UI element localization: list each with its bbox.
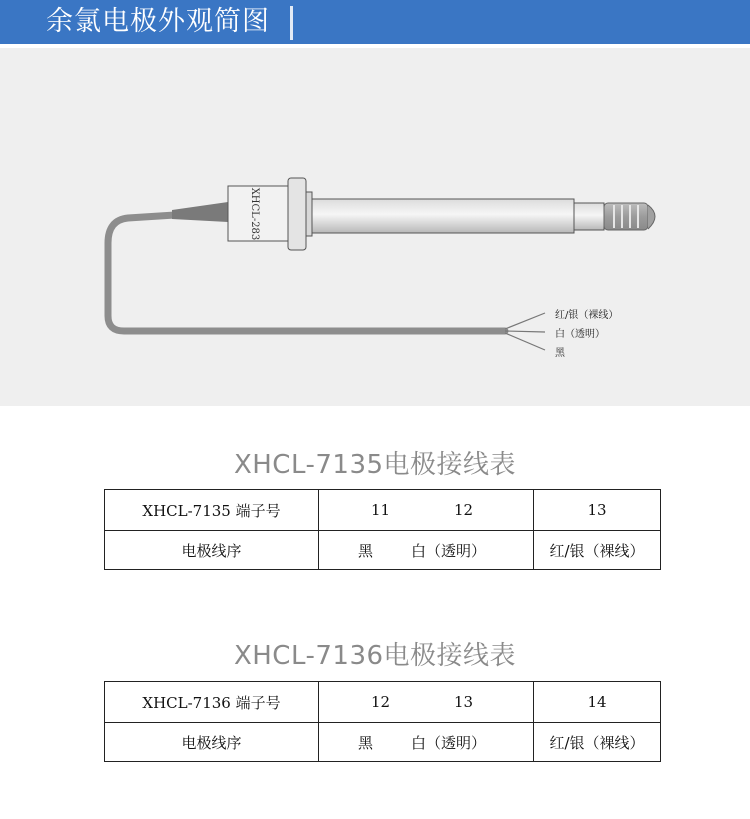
wire-color: 红/银（裸线） xyxy=(534,723,661,762)
table-title-7136: XHCL-7136电极接线表 xyxy=(233,641,517,671)
wire-label-black: 黑 xyxy=(555,348,565,359)
wire-pair-cell xyxy=(319,531,534,570)
electrode-model-label: XHCL-283 xyxy=(249,187,260,241)
strain-relief xyxy=(172,202,228,222)
electrode-drawing xyxy=(0,48,750,406)
wire-red xyxy=(505,313,545,329)
table-row xyxy=(105,490,661,531)
wire-pair-cell xyxy=(319,723,534,762)
terminal-number: 12 xyxy=(370,693,391,711)
wire-black xyxy=(505,333,545,350)
terminal-number: 11 xyxy=(370,501,391,519)
wire-order-label: 电极线序 xyxy=(105,531,319,570)
terminal-pair-cell xyxy=(319,682,534,723)
wire-order-label: 电极线序 xyxy=(105,723,319,762)
table-row xyxy=(105,531,661,570)
wiring-table-7136 xyxy=(104,681,661,762)
flange xyxy=(288,178,306,250)
wire-white xyxy=(505,331,545,332)
table-row xyxy=(105,682,661,723)
wiring-table-7135 xyxy=(104,489,661,570)
wire-color: 白（透明） xyxy=(410,733,486,752)
wire-color: 白（透明） xyxy=(410,541,486,560)
wire-label-white: 白（透明） xyxy=(555,329,605,340)
wire-color: 黑 xyxy=(357,541,373,560)
electrode-tip xyxy=(604,203,648,230)
terminal-header: XHCL-7135 端子号 xyxy=(105,490,319,531)
table-title-7135: XHCL-7135电极接线表 xyxy=(233,450,517,480)
page-title: 余氯电极外观简图 xyxy=(46,6,270,37)
terminal-number: 13 xyxy=(534,490,661,531)
terminal-number: 13 xyxy=(453,693,474,711)
terminal-header: XHCL-7136 端子号 xyxy=(105,682,319,723)
terminal-number: 12 xyxy=(453,501,474,519)
table-row xyxy=(105,723,661,762)
terminal-number: 14 xyxy=(534,682,661,723)
wire-color: 红/银（裸线） xyxy=(534,531,661,570)
electrode-figure xyxy=(0,48,750,406)
terminal-pair-cell xyxy=(319,490,534,531)
wire-label-red: 红/银（裸线） xyxy=(555,310,619,321)
title-divider xyxy=(290,6,293,40)
wire-color: 黑 xyxy=(357,733,373,752)
electrode-body xyxy=(312,199,574,233)
page-header xyxy=(0,0,750,44)
